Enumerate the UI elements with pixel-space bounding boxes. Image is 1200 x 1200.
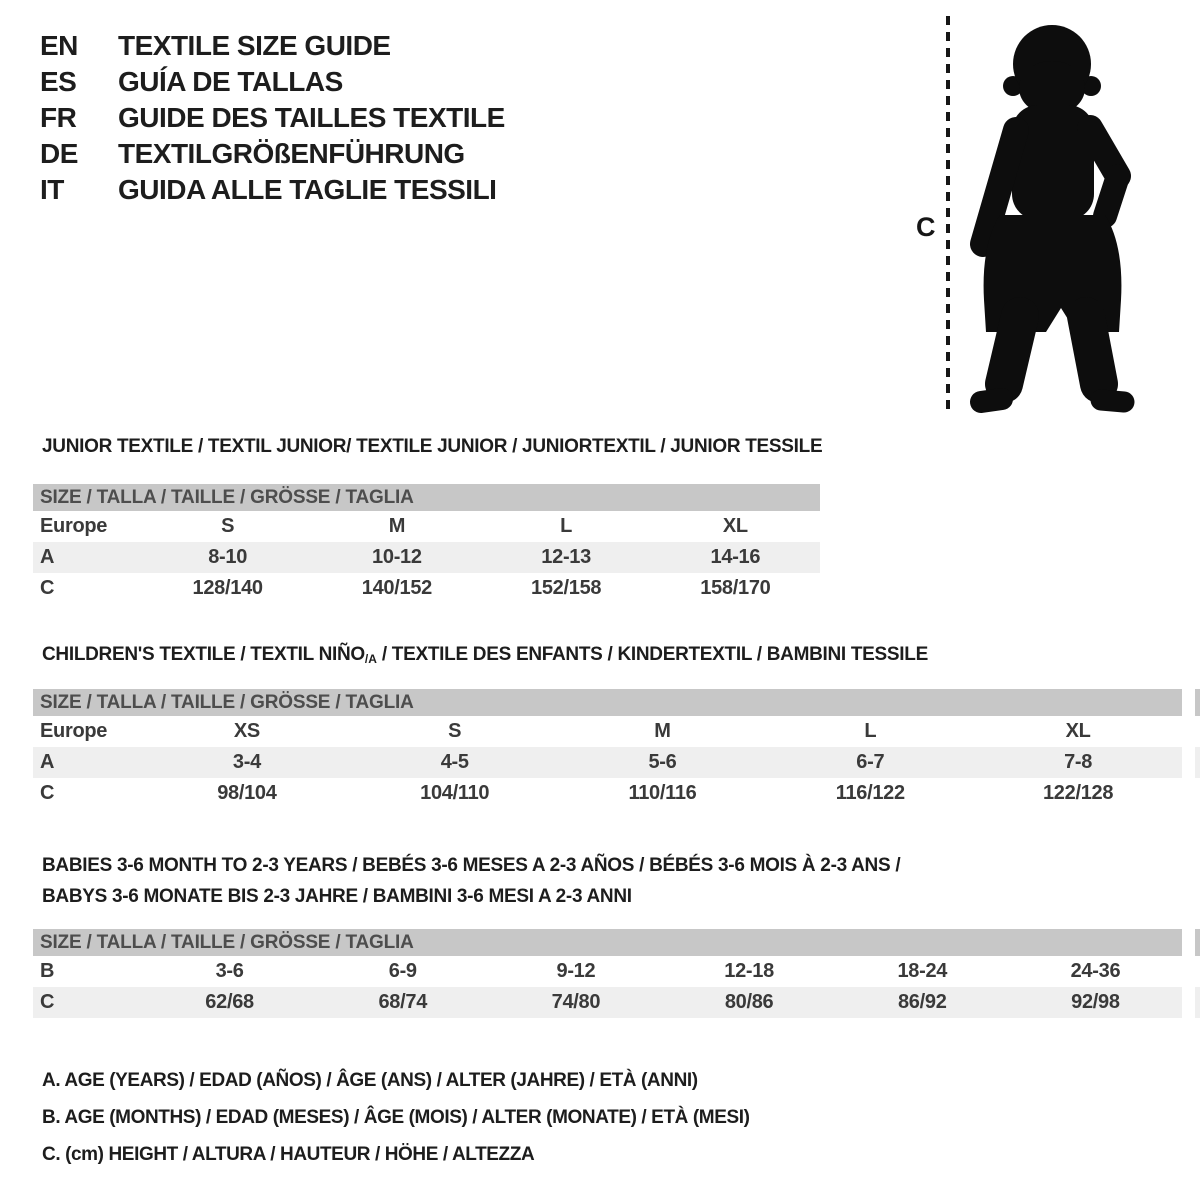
language-code: IT xyxy=(40,174,64,205)
size-value: S xyxy=(221,515,235,537)
size-value: XL xyxy=(1065,720,1091,742)
babies-size-table xyxy=(33,929,1182,1018)
children-section-title xyxy=(42,644,928,666)
size-header-bar: SIZE / TALLA / TAILLE / GRÖSSE / TAGLIA xyxy=(33,484,820,511)
age-value: 10-12 xyxy=(372,546,422,568)
table-row-height-cm xyxy=(33,778,1182,809)
language-row-it xyxy=(40,172,505,208)
size-header-bar: SIZE / TALLA / TAILLE / GRÖSSE / TAGLIA xyxy=(33,929,1182,956)
size-value: L xyxy=(560,515,573,537)
language-title-list xyxy=(40,28,505,208)
guide-title-en: TEXTILE SIZE GUIDE xyxy=(118,30,391,61)
height-measure-label: C xyxy=(916,212,936,242)
size-header-bar: SIZE / TALLA / TAILLE / GRÖSSE / TAGLIA xyxy=(33,689,1182,716)
age-value: 24-36 xyxy=(1070,960,1121,982)
toddler-silhouette xyxy=(981,25,1124,402)
height-value: 86/92 xyxy=(897,991,947,1013)
table-edge-sliver xyxy=(1195,689,1200,716)
children-size-table xyxy=(33,689,1182,809)
table-row-europe xyxy=(33,511,820,542)
row-label: A xyxy=(40,751,55,773)
size-value: S xyxy=(448,720,462,742)
size-value: M xyxy=(388,515,406,537)
age-value: 6-7 xyxy=(856,751,885,773)
language-row-es xyxy=(40,64,505,100)
guide-title-fr: GUIDE DES TAILLES TEXTILE xyxy=(118,102,505,133)
age-value: 5-6 xyxy=(648,751,677,773)
size-value: XS xyxy=(233,720,260,742)
age-value: 8-10 xyxy=(208,546,248,568)
table-row-age-years xyxy=(33,747,1182,778)
legend-height-cm: C. (cm) HEIGHT / ALTURA / HAUTEUR / HÖHE / ALTEZZA xyxy=(42,1143,535,1165)
height-value: 152/158 xyxy=(531,577,602,599)
age-value: 7-8 xyxy=(1064,751,1093,773)
size-value: L xyxy=(864,720,877,742)
height-value: 110/116 xyxy=(628,782,697,804)
row-label: Europe xyxy=(40,720,108,742)
age-value: 6-9 xyxy=(388,960,417,982)
height-value: 68/74 xyxy=(378,991,428,1013)
table-edge-sliver xyxy=(1195,987,1200,1018)
guide-title-es: GUÍA DE TALLAS xyxy=(118,66,343,97)
age-value: 18-24 xyxy=(897,960,948,982)
row-label: C xyxy=(40,782,55,804)
babies-title-line1: BABIES 3-6 MONTH TO 2-3 YEARS / BEBÉS 3-6 MESES A 2-3 AÑOS / BÉBÉS 3-6 MOIS À 2-3 ANS / xyxy=(42,855,901,876)
children-title-small-suffix: /A xyxy=(364,652,377,666)
measure-legend xyxy=(42,1062,750,1173)
language-code: EN xyxy=(40,30,78,61)
table-edge-sliver xyxy=(1195,747,1200,778)
table-row-height-cm xyxy=(33,573,820,604)
height-value: 62/68 xyxy=(205,991,254,1013)
table-row-age-months xyxy=(33,956,1182,987)
row-label: Europe xyxy=(40,515,108,537)
height-value: 128/140 xyxy=(192,577,263,599)
children-title-text: CHILDREN'S TEXTILE / TEXTIL NIÑO xyxy=(42,644,365,665)
children-title-text: / TEXTILE DES ENFANTS / KINDERTEXTIL / BAMBINI TESSILE xyxy=(376,644,928,665)
height-value: 80/86 xyxy=(724,991,774,1013)
legend-age-years: A. AGE (YEARS) / EDAD (AÑOS) / ÂGE (ANS) / ALTER (JAHRE) / ETÀ (ANNI) xyxy=(42,1069,698,1091)
age-value: 3-4 xyxy=(232,751,261,773)
table-row-height-cm xyxy=(33,987,1182,1018)
language-code: DE xyxy=(40,138,78,169)
language-code: ES xyxy=(40,66,77,97)
language-code: FR xyxy=(40,102,77,133)
height-value: 74/80 xyxy=(551,991,601,1013)
height-value: 116/122 xyxy=(835,782,905,804)
size-value: XL xyxy=(722,515,748,537)
table-row-europe xyxy=(33,716,1182,747)
guide-title-it: GUIDA ALLE TAGLIE TESSILI xyxy=(118,174,497,205)
age-value: 14-16 xyxy=(710,546,761,568)
age-value: 9-12 xyxy=(556,960,596,982)
language-row-en xyxy=(40,28,505,64)
table-edge-sliver xyxy=(1195,929,1200,956)
height-value: 104/110 xyxy=(420,782,490,804)
junior-section-title: JUNIOR TEXTILE / TEXTIL JUNIOR/ TEXTILE JUNIOR / JUNIORTEXTIL / JUNIOR TESSILE xyxy=(42,436,823,457)
height-value: 158/170 xyxy=(700,577,771,599)
age-value: 3-6 xyxy=(215,960,244,982)
row-label: C xyxy=(40,577,55,599)
guide-title-de: TEXTILGRÖßENFÜHRUNG xyxy=(118,138,465,169)
table-row-age-years xyxy=(33,542,820,573)
age-value: 12-13 xyxy=(541,546,591,568)
height-value: 122/128 xyxy=(1042,782,1114,804)
junior-size-table xyxy=(33,484,820,604)
row-label: B xyxy=(40,960,55,982)
language-row-de xyxy=(40,136,505,172)
babies-section-title xyxy=(42,850,900,912)
height-value: 92/98 xyxy=(1071,991,1120,1013)
legend-age-months: B. AGE (MONTHS) / EDAD (MESES) / ÂGE (MOIS) / ALTER (MONATE) / ETÀ (MESI) xyxy=(42,1106,750,1128)
age-value: 4-5 xyxy=(440,751,469,773)
babies-title-line2: BABYS 3-6 MONATE BIS 2-3 JAHRE / BAMBINI 3-6 MESI A 2-3 ANNI xyxy=(42,886,632,907)
height-value: 98/104 xyxy=(217,782,277,804)
size-value: M xyxy=(654,720,671,742)
row-label: A xyxy=(40,546,55,568)
height-value: 140/152 xyxy=(361,577,432,599)
row-label: C xyxy=(40,991,55,1013)
age-value: 12-18 xyxy=(724,960,774,982)
language-row-fr xyxy=(40,100,505,136)
